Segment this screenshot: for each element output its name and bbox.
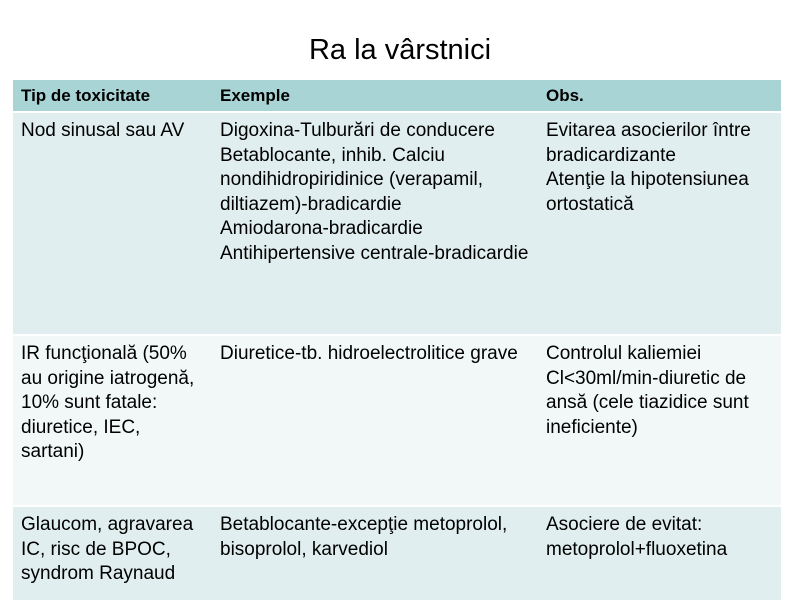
example-line: Amiodarona-bradicardie [220,218,423,240]
example-line: Diuretice-tb. hidroelectrolitice grave [220,343,518,364]
example-line: Antihipertensive centrale-bradicardie [220,242,529,264]
table-row [13,335,781,506]
slide-title: Ra la vârstnici [308,34,492,66]
obs-line: Evitarea asocierilor între bradicardizante [546,120,751,166]
cell-obs [538,335,781,506]
obs-line: Controlul kaliemiei [546,343,702,364]
cell-toxicity-type: Glaucom, agravarea IC, risc de BPOC, syndrom Raynaud [13,506,212,600]
example-line: Digoxina-Tulburări de conducere [220,120,495,141]
cell-examples [212,335,538,506]
table-header-row [13,80,781,112]
column-header-obs: Obs. [538,80,781,112]
cell-examples [212,112,538,335]
cell-toxicity-type: Nod sinusal sau AV [13,112,212,335]
column-header-type: Tip de toxicitate [13,80,212,112]
table-row [13,112,781,335]
obs-line: Atenţie la hipotensiunea ortostatică [546,169,749,215]
obs-line: Asociere de evitat: metoprolol+fluoxetina [546,514,728,560]
toxicity-table [13,80,781,600]
cell-toxicity-type: IR funcţională (50% au origine iatrogenă, 10% sunt fatale: diuretice, IEC, sartani) [13,335,212,506]
table-row [13,506,781,600]
example-line: Betablocante, inhib. Calciu nondihidropiridinice (verapamil, diltiazem)-bradicardie [220,144,483,215]
obs-line: Cl<30ml/min-diuretic de ansă (cele tiazidice sunt ineficiente) [546,367,749,438]
cell-obs [538,112,781,335]
example-line: Betablocante-excepţie metoprolol, bisoprolol, karvediol [220,514,508,560]
column-header-examples: Exemple [212,80,538,112]
cell-examples [212,506,538,600]
cell-obs [538,506,781,600]
